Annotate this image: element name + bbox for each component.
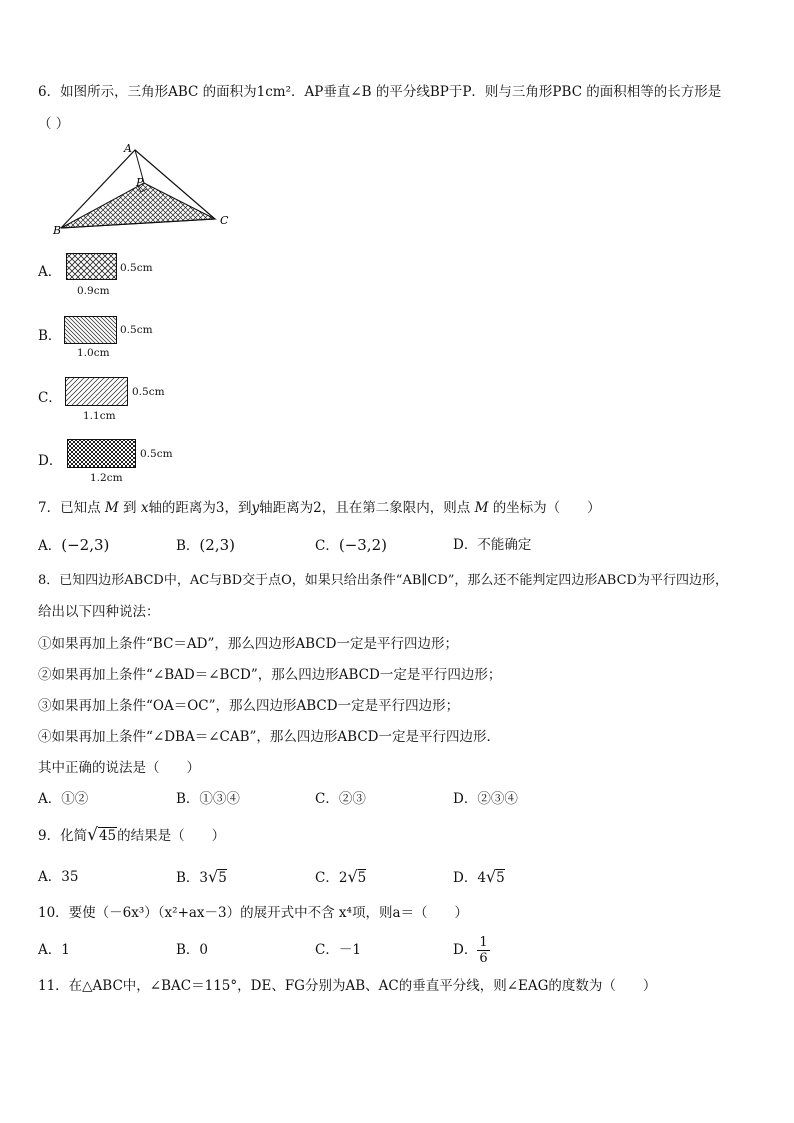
q10-option-b: B．0 (176, 942, 209, 958)
q6-option-d-rectangle (67, 439, 137, 469)
q9-option-a: A．35 (38, 869, 79, 885)
q6-option-c-rectangle (65, 377, 129, 407)
q7-stem: 7．已知点 M 到 x轴的距离为3，到y轴距离为2，且在第二象限内，则点 M 的坐标为（ ） (38, 500, 601, 516)
q6-option-b-height: 0.5cm (120, 324, 153, 336)
q10-option-a: A．1 (38, 942, 70, 958)
q6-option-a-height: 0.5cm (120, 262, 153, 274)
q6-option-c-width: 1.1cm (83, 410, 116, 422)
q7-option-a: A．(−2,3) (38, 536, 110, 554)
q6-option-b-letter: B． (38, 328, 62, 344)
q6-option-c-height: 0.5cm (132, 386, 165, 398)
q8-statement-2: ②如果再加上条件“∠BAD＝∠BCD”，那么四边形ABCD一定是平行四边形； (38, 667, 502, 683)
q9-option-b: B．3√5 (176, 867, 227, 886)
q7-option-c: C．(−3,2) (315, 536, 387, 554)
q8-option-b: B．①③④ (176, 791, 240, 807)
label-c: C (220, 214, 229, 227)
q6-option-b-width: 1.0cm (77, 347, 110, 359)
q10-option-d: D． $\frac{1}{6}$ (453, 935, 488, 966)
q8-option-c: C．②③ (315, 791, 366, 807)
q8-stem-line1: 8．已知四边形ABCD中，AC与BD交于点O，如果只给出条件“AB∥CD”，那么还不能判定四边形ABCD为平行四边形， (38, 573, 728, 588)
q6-option-d-height: 0.5cm (140, 448, 173, 460)
q9-stem: 9．化简√45的结果是（ ） (38, 825, 226, 845)
q8-statement-3: ③如果再加上条件“OA＝OC”，那么四边形ABCD一定是平行四边形； (38, 698, 460, 714)
q8-stem-line2: 给出以下四种说法： (38, 604, 160, 620)
q7-option-b: B．(2,3) (176, 536, 235, 554)
q8-option-d: D．②③④ (453, 791, 518, 807)
q6-option-a-width: 0.9cm (77, 285, 110, 297)
q6-option-a-rectangle (66, 253, 118, 281)
label-b: B (53, 224, 62, 237)
q8-statement-1: ①如果再加上条件“BC＝AD”，那么四边形ABCD一定是平行四边形； (38, 636, 458, 652)
q9-option-c: C．2√5 (315, 867, 367, 886)
q6-option-d-letter: D． (38, 453, 63, 469)
q6-option-b-rectangle (64, 316, 118, 345)
q6-answer-paren: （ ） (38, 116, 70, 132)
label-p: P (136, 176, 144, 189)
q6-option-a-letter: A． (38, 264, 62, 280)
q6-option-d-width: 1.2cm (90, 472, 123, 484)
q6-option-c-letter: C． (38, 390, 62, 406)
q8-statement-4: ④如果再加上条件“∠DBA＝∠CAB”，那么四边形ABCD一定是平行四边形． (38, 729, 500, 745)
q9-option-d: D．4√5 (453, 867, 505, 886)
label-a: A (124, 142, 132, 155)
q10-option-d-fraction: $\frac{1}{6}$ (479, 935, 488, 966)
q10-stem: 10．要使（－6x³）（x²+ax－3）的展开式中不含 x⁴项，则a＝（ ） (38, 905, 468, 921)
q10-option-c: C．－1 (315, 942, 361, 958)
q8-option-a: A．①② (38, 791, 89, 807)
q8-ask: 其中正确的说法是（ ） (38, 760, 200, 776)
q6-triangle-figure (48, 140, 248, 240)
shaded-triangle-pbc (61, 183, 215, 228)
q11-stem: 11．在△ABC中，∠BAC＝115°，DE、FG分别为AB、AC的垂直平分线，则∠EAG的度数为（ ） (38, 978, 657, 994)
q7-option-d: D．不能确定 (453, 537, 532, 553)
q6-stem: 6．如图所示，三角形ABC 的面积为1cm²．AP垂直∠B 的平分线BP于P．则与三角形PBC 的面积相等的长方形是 (38, 84, 722, 100)
